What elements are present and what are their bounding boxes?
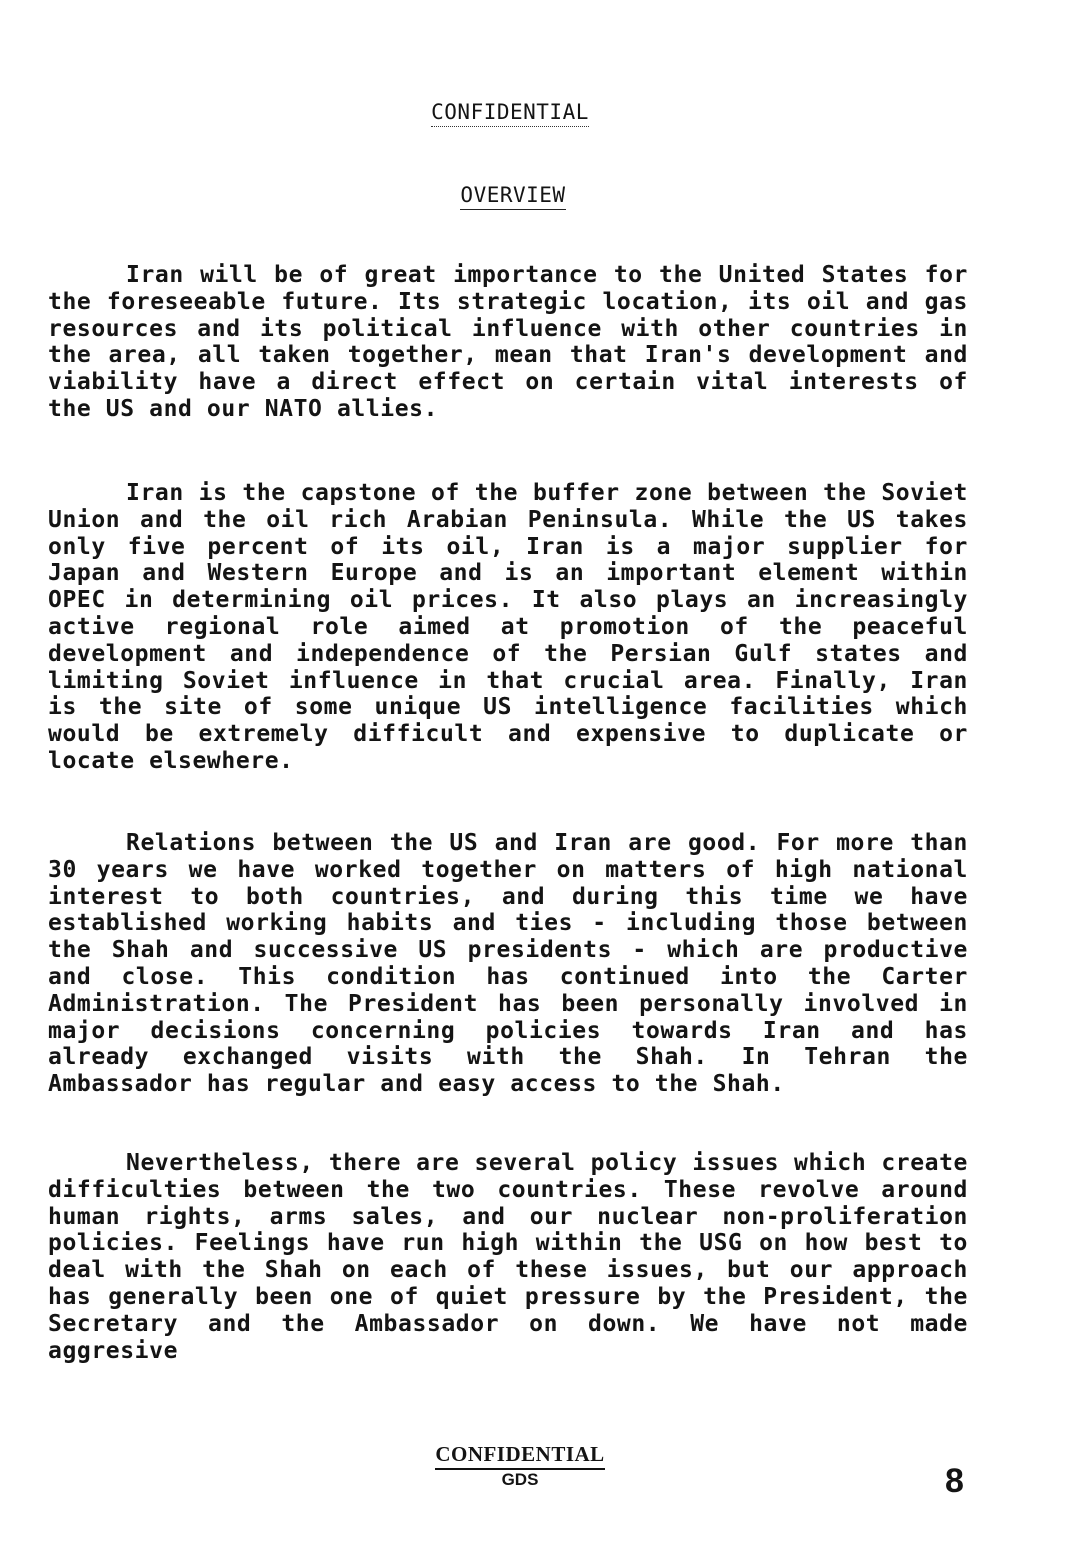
section-title-text: OVERVIEW — [460, 183, 565, 210]
declassification-marking: GDS — [501, 1470, 539, 1489]
section-title — [0, 183, 1026, 207]
classification-footer-text: CONFIDENTIAL — [435, 1442, 604, 1470]
classification-header — [0, 100, 1020, 124]
paragraph-4: Nevertheless, there are several policy issues which create difficulties between the two countries. These revolve around human rights, arms sales, and our nuclear non-proliferation policies. Feelings have run high within the USG on how best to deal with the Shah on each of these issues, but our approach has generally been one of quiet pressure by the President, the Secretary and the Ambassador on down. We have not made aggresive — [48, 1150, 968, 1364]
classification-header-text: CONFIDENTIAL — [431, 100, 589, 127]
paragraph-3: Relations between the US and Iran are good. For more than 30 years we have worked together on matters of high national interest to both countries, and during this time we have established working habits and ties - including those between the Shah and successive US presidents - which are productive and close. This condition has continued into the Carter Administration. The President has been personally involved in major decisions concerning policies towards Iran and has already exchanged visits with the Shah. In Tehran the Ambassador has regular and easy access to the Shah. — [48, 830, 968, 1098]
classification-footer — [0, 1442, 1040, 1470]
paragraph-1: Iran will be of great importance to the United States for the foreseeable future. Its strategic location, its oil and gas resources and its political influence with other countries in the area, all taken together, mean that Iran's development and viability have a direct effect on certain vital interests of the US and our NATO allies. — [48, 262, 968, 422]
paragraph-2: Iran is the capstone of the buffer zone between the Soviet Union and the oil rich Arabian Peninsula. While the US takes only five percent of its oil, Iran is a major supplier for Japan and Western Europe and is an important element within OPEC in determining oil prices. It also plays an increasingly active regional role aimed at promotion of the peaceful development and independence of the Persian Gulf states and limiting Soviet influence in that crucial area. Finally, Iran is the site of some unique US intelligence facilities which would be extremely difficult and expensive to duplicate or locate elsewhere. — [48, 480, 968, 774]
page-number: 8 — [945, 1462, 964, 1500]
